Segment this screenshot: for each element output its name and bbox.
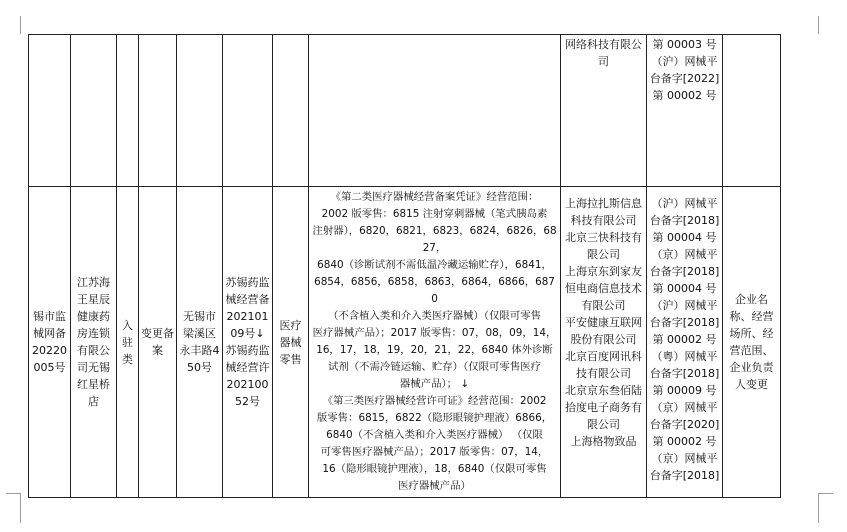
empty-cell — [723, 35, 781, 187]
filing-table — [28, 34, 781, 498]
address: 无锡市梁溪区永丰路450号 — [179, 310, 220, 374]
scope-line: 16，17，18，19，20，21，22，6840 体外诊断 — [316, 344, 553, 356]
scope-line: 《第二类医疗器械经营备案凭证》经营范围： — [330, 191, 539, 203]
doc-number: 锡市监械网备20220005号 — [32, 310, 67, 374]
platform-name: 北京京东叁佰陆拾度电子商务有限公司 — [565, 384, 642, 431]
platform-company-text: 网络科技有限公司 — [565, 38, 642, 68]
filing-number-cell — [647, 35, 723, 187]
scope-line: 器械产品）； ↓ — [399, 378, 470, 390]
scope-line: 版零售：6815，6822（隐形眼镜护理液）6866， — [316, 412, 553, 424]
platform-filing-line: （京）网械平台备字[2018] — [649, 248, 720, 278]
platform-filing-line: （京）网械平台备字[2018] — [649, 452, 720, 482]
scope-line: （不含植入类和介入类医疗器械）（仅限可零售 — [327, 310, 541, 322]
scope-line: 医疗器械产品）；2017 版零售：07，08，09，14， — [312, 327, 557, 339]
page-corner-mark-top-right — [818, 16, 819, 34]
platform-filing-cell — [647, 187, 723, 498]
address-cell — [177, 187, 223, 498]
empty-cell — [309, 35, 561, 187]
filing-number-line: （沪）网械平台备字[2022] — [649, 55, 720, 85]
empty-cell — [117, 35, 139, 187]
table-row-main — [29, 187, 781, 498]
doc-number-cell — [29, 187, 71, 498]
company-name: 江苏海王星辰健康药房连锁有限公司无锡红星桥店 — [77, 276, 110, 408]
platform-filing-line: 第 00009 号 — [652, 384, 717, 397]
company-cell — [71, 187, 117, 498]
platform-filing-line: 第 00004 号 — [652, 282, 717, 295]
platform-filing-line: （粤）网械平台备字[2018] — [649, 350, 720, 380]
change-cell — [139, 187, 177, 498]
scope-line: 《第三类医疗器械经营许可证》经营范围：2002 — [322, 395, 547, 407]
mode-cell — [273, 187, 309, 498]
entry-type: 入驻类 — [122, 318, 133, 366]
platform-filing-line: （沪）网械平台备字[2018] — [649, 299, 720, 329]
change-content-cell — [723, 187, 781, 498]
platform-filing-line: （沪）网械平台备字[2018] — [649, 197, 720, 227]
scope-line: 6840（诊断试剂不需低温冷藏运输贮存），6841， — [317, 259, 552, 271]
filing-number-line: 第 00003 号 — [652, 38, 717, 51]
page-corner-mark-bottom-left — [6, 493, 21, 494]
platform-name: 上海京东到家友恒电商信息技术有限公司 — [565, 265, 642, 312]
scope-line: 6854，6856，6858，6863，6864，6866，6870 — [314, 276, 555, 305]
scope-line: 医疗器械产品） — [398, 480, 471, 492]
page-corner-mark-top-left — [20, 16, 21, 34]
empty-cell — [273, 35, 309, 187]
page-corner-mark-bottom-right-horizontal — [818, 493, 833, 494]
platform-name: 上海格物致品 — [570, 435, 637, 448]
scope-line: 可零售医疗器械产品）；2017 版零售：07，14， — [320, 446, 549, 458]
empty-cell — [177, 35, 223, 187]
scope-line: 注射器），6820，6821，6823，6824，6826，6827， — [312, 225, 557, 254]
scope-line: 16（隐形眼镜护理液），18，6840（仅限可零售 — [322, 463, 547, 475]
platform-company-cell — [561, 35, 647, 187]
license-cell — [223, 187, 273, 498]
page-corner-mark-bottom-right — [818, 493, 819, 523]
table-row-top — [29, 35, 781, 187]
platform-cell — [561, 187, 647, 498]
change-type: 变更备案 — [141, 327, 174, 357]
scope-line: 试剂（不需冷链运输、贮存）（仅限可零售医疗 — [327, 361, 541, 373]
empty-cell — [223, 35, 273, 187]
change-content: 企业名称、经营场所、经营范围、企业负责人变更 — [729, 293, 774, 391]
scope-cell — [309, 187, 561, 498]
platform-filing-line: （京）网械平台备字[2020] — [649, 401, 720, 431]
business-mode: 医疗器械零售 — [279, 318, 302, 366]
scope-line: 2002 版零售：6815 注射穿刺器械（笔式胰岛素 — [321, 208, 548, 220]
scope-line: 6840（不含植入类和介入类医疗器械） （仅限 — [326, 429, 543, 441]
platform-filing-line: 第 00002 号 — [652, 435, 717, 448]
empty-cell — [71, 35, 117, 187]
filing-number-line: 第 00002 号 — [652, 89, 717, 102]
license-numbers: 苏锡药监械经营备20210109号↓苏锡药监械经营许20210052号 — [225, 276, 270, 408]
empty-cell — [29, 35, 71, 187]
platform-filing-line: 第 00002 号 — [652, 333, 717, 346]
platform-name: 北京百度网讯科技有限公司 — [565, 350, 642, 380]
page-corner-mark-bottom-left-vertical — [20, 493, 21, 523]
platform-filing-line: 第 00004 号 — [652, 231, 717, 244]
platform-name: 上海拉扎斯信息科技有限公司 — [565, 197, 642, 227]
platform-name: 平安健康互联网股份有限公司 — [565, 316, 642, 346]
platform-name: 北京三快科技有限公司 — [565, 231, 642, 261]
empty-cell — [139, 35, 177, 187]
type-cell — [117, 187, 139, 498]
